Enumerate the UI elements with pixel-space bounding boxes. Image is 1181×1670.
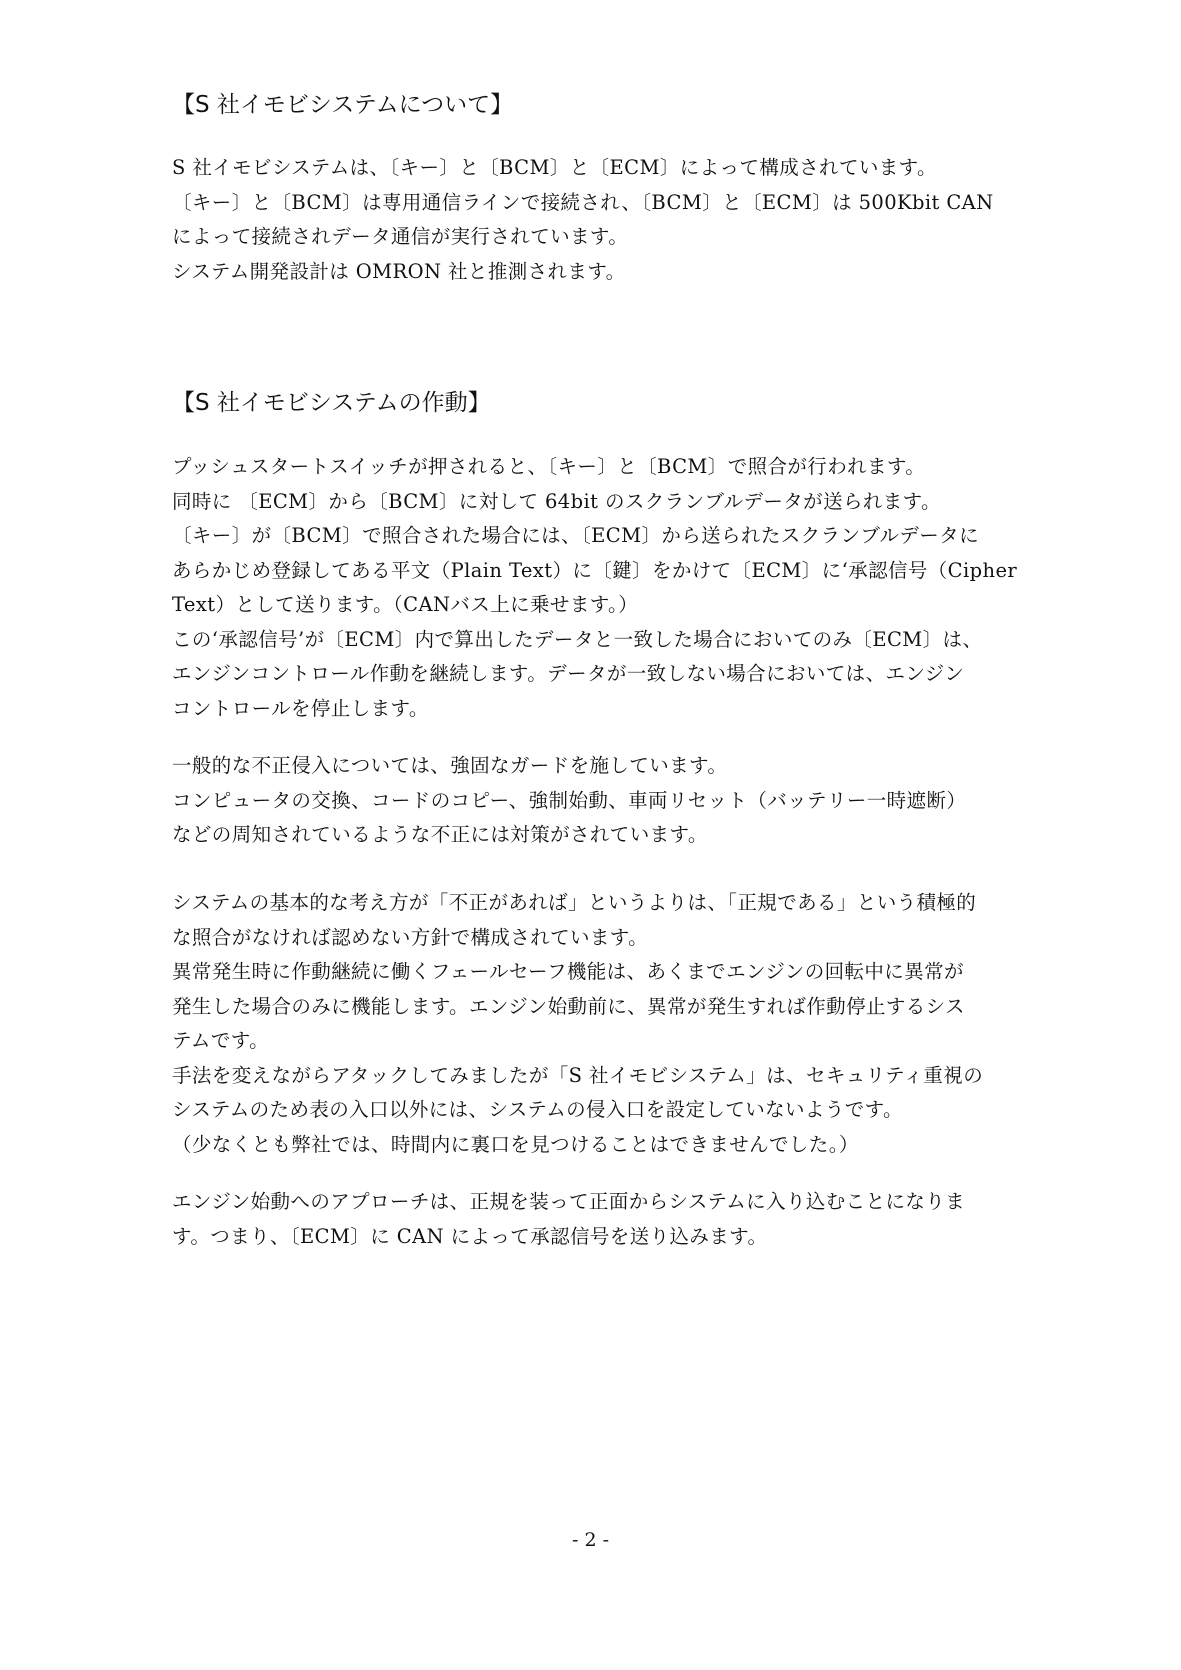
text-line: あらかじめ登録してある平文（Plain Text）に〔鍵〕をかけて〔ECM〕に‘承認信号（Cipher [172,558,1018,582]
text-line: などの周知されているような不正には対策がされています。 [172,823,708,846]
text-line: テムです。 [172,1029,269,1052]
text-line: システム開発設計は OMRON 社と推測されます。 [172,259,626,283]
section-operation-paragraph-3 [172,886,1020,1162]
text-line: な照合がなければ認めない方針で構成されています。 [172,925,649,949]
text-line: 手法を変えながらアタックしてみましたが「S 社イモビシステム」は、セキュリティ重視の [172,1063,984,1087]
text-line: 一般的な不正侵入については、強固なガードを施しています。 [172,754,728,777]
text-line: プッシュスタートスイッチが押されると、〔キー〕と〔BCM〕で照合が行われます。 [172,455,926,478]
section-heading-about: 【S 社イモビシステムについて】 [172,92,514,118]
text-line: 〔キー〕と〔BCM〕は専用通信ラインで接続され、〔BCM〕と〔ECM〕は 500Kbit CAN [172,190,994,214]
text-line: す。つまり、〔ECM〕に CAN によって承認信号を送り込みます。 [172,1224,768,1248]
text-line: エンジン始動へのアプローチは、正規を装って正面からシステムに入り込むことになりま [172,1190,966,1213]
page-number: - 2 - [571,1529,609,1551]
text-line: S 社イモビシステムは、〔キー〕と〔BCM〕と〔ECM〕によって構成されています。 [172,156,937,179]
text-line: システムの基本的な考え方が「不正があれば」というよりは、「正規である」という積極的 [172,891,977,914]
section-operation-paragraph-2 [172,749,1020,853]
text-line: 〔キー〕が〔BCM〕で照合された場合には、〔ECM〕から送られたスクランブルデータに [172,524,979,547]
text-line: （少なくとも弊社では、時間内に裏口を見つけることはできませんでした。） [172,1132,859,1156]
text-line: 同時に 〔ECM〕から〔BCM〕に対して 64bit のスクランブルデータが送られます。 [172,489,941,513]
text-line: Text）として送ります。（CANバス上に乗せます。） [172,593,639,616]
section-heading-operation: 【S 社イモビシステムの作動】 [172,390,491,416]
text-line: コンピュータの交換、コードのコピー、強制始動、車両リセット（バッテリー一時遮断） [172,788,967,812]
section-about-paragraph-1 [172,151,1020,289]
text-line: 異常発生時に作動継続に働くフェールセーフ機能は、あくまでエンジンの回転中に異常が [172,960,964,983]
section-operation-paragraph-1 [172,450,1020,726]
text-line: コントロールを停止します。 [172,696,429,720]
text-line: システムのため表の入口以外には、システムの侵入口を設定していないようです。 [172,1098,903,1121]
text-line: 発生した場合のみに機能します。エンジン始動前に、異常が発生すれば作動停止するシス [172,994,965,1018]
text-line: エンジンコントロール作動を継続します。データが一致しない場合においては、エンジン [172,662,965,685]
text-line: この‘承認信号’が〔ECM〕内で算出したデータと一致した場合においてのみ〔ECM〕は、 [172,627,983,651]
text-line: によって接続されデータ通信が実行されています。 [172,225,629,248]
section-operation-paragraph-4 [172,1185,1020,1254]
